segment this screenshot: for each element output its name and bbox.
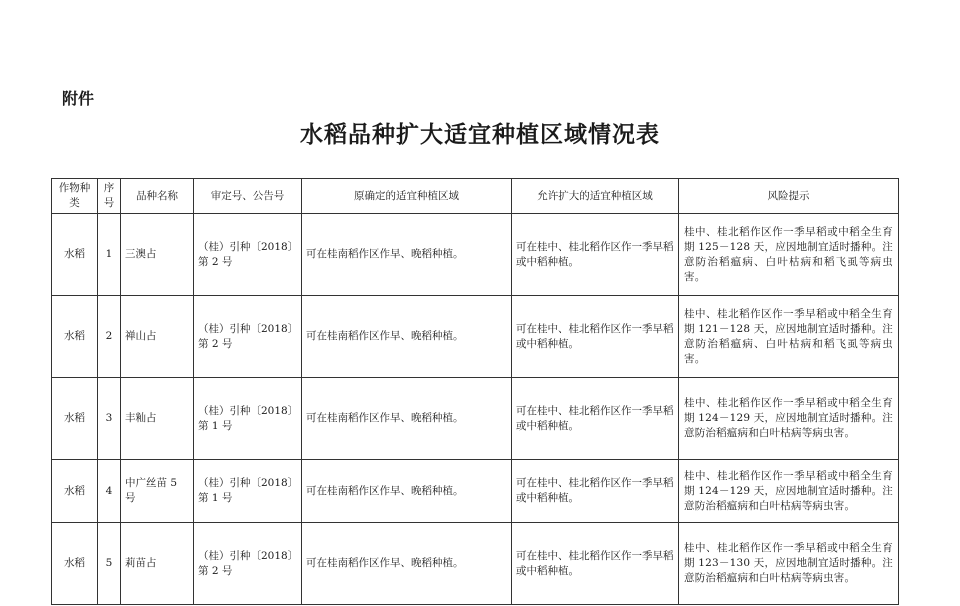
cell-number: 1	[98, 214, 121, 296]
cell-number: 3	[98, 378, 121, 460]
header-crop-type: 作物种类	[52, 179, 98, 214]
cell-risk: 桂中、桂北稻作区作一季早稻或中稻全生育期 124－129 天，应因地制宜适时播种。注意防治稻瘟病和白叶枯病等病虫害。	[679, 378, 899, 460]
attachment-label: 附件	[62, 89, 95, 108]
cell-number: 5	[98, 523, 121, 605]
cell-risk: 桂中、桂北稻作区作一季早稻或中稻全生育期 123－130 天，应因地制宜适时播种。注意防治稻瘟病和白叶枯病等病虫害。	[679, 523, 899, 605]
cell-expanded-region: 可在桂中、桂北稻作区作一季早稻或中稻种植。	[512, 460, 679, 523]
document-title: 水稻品种扩大适宜种植区域情况表	[300, 121, 660, 148]
cell-variety: 三澳占	[121, 214, 194, 296]
table-row	[52, 296, 899, 378]
cell-approval: （桂）引种〔2018〕第 2 号	[194, 296, 302, 378]
cell-risk: 桂中、桂北稻作区作一季早稻或中稻全生育期 124－129 天，应因地制宜适时播种。注意防治稻瘟病和白叶枯病等病虫害。	[679, 460, 899, 523]
cell-approval: （桂）引种〔2018〕第 1 号	[194, 378, 302, 460]
table-row	[52, 378, 899, 460]
cell-variety: 莉苗占	[121, 523, 194, 605]
cell-risk: 桂中、桂北稻作区作一季早稻或中稻全生育期 125－128 天，应因地制宜适时播种。注意防治稻瘟病、白叶枯病和稻飞虱等病虫害。	[679, 214, 899, 296]
variety-table	[51, 178, 899, 605]
header-original-region: 原确定的适宜种植区域	[302, 179, 512, 214]
header-variety-name: 品种名称	[121, 179, 194, 214]
cell-original-region: 可在桂南稻作区作早、晚稻种植。	[302, 460, 512, 523]
cell-original-region: 可在桂南稻作区作早、晚稻种植。	[302, 296, 512, 378]
table-row	[52, 523, 899, 605]
cell-original-region: 可在桂南稻作区作早、晚稻种植。	[302, 523, 512, 605]
cell-expanded-region: 可在桂中、桂北稻作区作一季早稻或中稻种植。	[512, 523, 679, 605]
cell-expanded-region: 可在桂中、桂北稻作区作一季早稻或中稻种植。	[512, 214, 679, 296]
cell-approval: （桂）引种〔2018〕第 1 号	[194, 460, 302, 523]
cell-expanded-region: 可在桂中、桂北稻作区作一季早稻或中稻种植。	[512, 296, 679, 378]
cell-number: 4	[98, 460, 121, 523]
cell-original-region: 可在桂南稻作区作早、晚稻种植。	[302, 378, 512, 460]
table-row	[52, 214, 899, 296]
header-number: 序号	[98, 179, 121, 214]
cell-expanded-region: 可在桂中、桂北稻作区作一季早稻或中稻种植。	[512, 378, 679, 460]
cell-approval: （桂）引种〔2018〕第 2 号	[194, 523, 302, 605]
cell-variety: 丰籼占	[121, 378, 194, 460]
table-header-row	[52, 179, 899, 214]
cell-variety: 禅山占	[121, 296, 194, 378]
cell-original-region: 可在桂南稻作区作早、晚稻种植。	[302, 214, 512, 296]
cell-crop: 水稻	[52, 523, 98, 605]
cell-number: 2	[98, 296, 121, 378]
cell-variety: 中广丝苗 5 号	[121, 460, 194, 523]
cell-crop: 水稻	[52, 296, 98, 378]
header-risk-notice: 风险提示	[679, 179, 899, 214]
cell-risk: 桂中、桂北稻作区作一季早稻或中稻全生育期 121－128 天，应因地制宜适时播种。注意防治稻瘟病、白叶枯病和稻飞虱等病虫害。	[679, 296, 899, 378]
header-approval-number: 审定号、公告号	[194, 179, 302, 214]
table-row	[52, 460, 899, 523]
cell-crop: 水稻	[52, 460, 98, 523]
header-expanded-region: 允许扩大的适宜种植区域	[512, 179, 679, 214]
cell-crop: 水稻	[52, 378, 98, 460]
cell-crop: 水稻	[52, 214, 98, 296]
cell-approval: （桂）引种〔2018〕第 2 号	[194, 214, 302, 296]
